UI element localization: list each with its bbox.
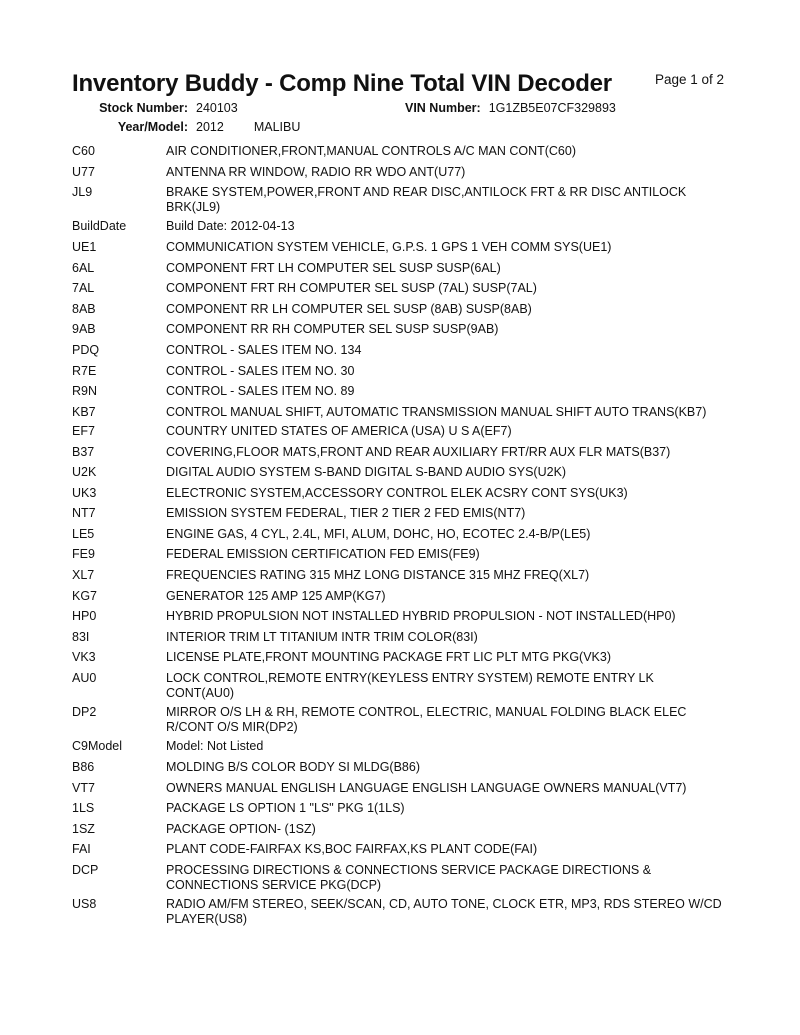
vin-number-value: 1G1ZB5E07CF329893 (488, 101, 616, 115)
option-row (72, 465, 722, 480)
option-code: VK3 (72, 650, 96, 665)
page-title: Inventory Buddy - Comp Nine Total VIN Decoder (72, 70, 612, 97)
option-description: FEDERAL EMISSION CERTIFICATION FED EMIS(FE9) (166, 547, 480, 562)
option-row (72, 219, 722, 234)
option-description: EMISSION SYSTEM FEDERAL, TIER 2 TIER 2 FED EMIS(NT7) (166, 506, 526, 521)
option-description: MIRROR O/S LH & RH, REMOTE CONTROL, ELECTRIC, MANUAL FOLDING BLACK ELEC R/CONT O/S MIR(DP2) (166, 705, 687, 735)
option-description: CONTROL MANUAL SHIFT, AUTOMATIC TRANSMISSION MANUAL SHIFT AUTO TRANS(KB7) (166, 404, 707, 419)
option-code: KB7 (72, 404, 96, 419)
option-row (72, 261, 722, 276)
year-value: 2012 (196, 120, 224, 134)
option-code: PDQ (72, 342, 100, 357)
option-description: COMPONENT FRT LH COMPUTER SEL SUSP SUSP(6AL) (166, 260, 501, 275)
option-row (72, 486, 722, 501)
option-code: FE9 (72, 547, 95, 562)
option-code: AU0 (72, 671, 97, 686)
option-description: COVERING,FLOOR MATS,FRONT AND REAR AUXILIARY FRT/RR AUX FLR MATS(B37) (166, 444, 671, 459)
option-description: BRAKE SYSTEM,POWER,FRONT AND REAR DISC,ANTILOCK FRT & RR DISC ANTILOCK BRK(JL9) (166, 185, 687, 215)
option-row (72, 801, 722, 816)
option-description: INTERIOR TRIM LT TITANIUM INTR TRIM COLOR(83I) (166, 629, 478, 644)
option-code: B86 (72, 760, 95, 774)
option-description: ANTENNA RR WINDOW, RADIO RR WDO ANT(U77) (166, 164, 466, 179)
option-description: PROCESSING DIRECTIONS & CONNECTIONS SERVICE PACKAGE DIRECTIONS & CONNECTIONS SERVICE PKG(DCP) (166, 862, 652, 892)
option-code: R9N (72, 384, 98, 399)
vin-number-label: VIN Number: (405, 101, 481, 115)
option-row (72, 609, 722, 624)
option-description: DIGITAL AUDIO SYSTEM S-BAND DIGITAL S-BAND AUDIO SYS(U2K) (166, 465, 567, 480)
option-row (72, 185, 722, 215)
option-code: 6AL (72, 260, 95, 275)
option-code: 9AB (72, 322, 96, 337)
option-description: RADIO AM/FM STEREO, SEEK/SCAN, CD, AUTO TONE, CLOCK ETR, MP3, RDS STEREO W/CD PLAYER(US8) (166, 897, 722, 927)
option-description: CONTROL - SALES ITEM NO. 134 (166, 342, 362, 357)
option-description: LICENSE PLATE,FRONT MOUNTING PACKAGE FRT LIC PLT MTG PKG(VK3) (166, 650, 611, 665)
option-row (72, 589, 722, 604)
option-row (72, 144, 722, 159)
option-row (72, 281, 722, 296)
option-code: 1LS (72, 801, 95, 816)
year-model-field (96, 120, 300, 134)
option-row (72, 506, 722, 521)
option-row (72, 863, 722, 893)
page-number: Page 1 of 2 (655, 72, 725, 87)
option-description: COMPONENT RR RH COMPUTER SEL SUSP SUSP(9AB) (166, 322, 499, 337)
option-row (72, 760, 722, 775)
option-description: CONTROL - SALES ITEM NO. 30 (166, 363, 355, 378)
option-row (72, 897, 722, 927)
option-row (72, 842, 722, 857)
option-code: FAI (72, 842, 91, 857)
option-code-list (72, 144, 722, 931)
option-code: 83I (72, 629, 90, 644)
option-code: LE5 (72, 526, 95, 541)
option-row (72, 445, 722, 460)
option-code: BuildDate (72, 219, 127, 234)
option-description: PACKAGE OPTION- (1SZ) (166, 821, 316, 836)
option-description: FREQUENCIES RATING 315 MHZ LONG DISTANCE 315 MHZ FREQ(XL7) (166, 568, 590, 583)
option-code: VT7 (72, 780, 95, 795)
option-row (72, 650, 722, 665)
option-description: LOCK CONTROL,REMOTE ENTRY(KEYLESS ENTRY SYSTEM) REMOTE ENTRY LK CONT(AU0) (166, 671, 654, 701)
option-row (72, 527, 722, 542)
option-description: CONTROL - SALES ITEM NO. 89 (166, 384, 355, 399)
option-code: UE1 (72, 239, 97, 254)
option-code: HP0 (72, 609, 97, 624)
stock-number-value: 240103 (196, 101, 238, 115)
option-description: COMMUNICATION SYSTEM VEHICLE, G.P.S. 1 GPS 1 VEH COMM SYS(UE1) (166, 239, 612, 254)
option-code: R7E (72, 363, 97, 378)
option-row (72, 568, 722, 583)
option-description: AIR CONDITIONER,FRONT,MANUAL CONTROLS A/C MAN CONT(C60) (166, 144, 576, 158)
option-row (72, 739, 722, 754)
option-description: ELECTRONIC SYSTEM,ACCESSORY CONTROL ELEK ACSRY CONT SYS(UK3) (166, 485, 628, 500)
option-code: EF7 (72, 423, 95, 438)
option-description: MOLDING B/S COLOR BODY SI MLDG(B86) (166, 760, 420, 774)
option-row (72, 343, 722, 358)
option-row (72, 547, 722, 562)
option-code: DCP (72, 862, 99, 877)
option-code: KG7 (72, 588, 98, 603)
model-value: MALIBU (253, 120, 301, 134)
option-description: HYBRID PROPULSION NOT INSTALLED HYBRID PROPULSION - NOT INSTALLED(HP0) (166, 609, 676, 624)
option-description: COUNTRY UNITED STATES OF AMERICA (USA) U S A(EF7) (166, 423, 512, 438)
option-description: PLANT CODE-FAIRFAX KS,BOC FAIRFAX,KS PLANT CODE(FAI) (166, 842, 538, 857)
option-code: UK3 (72, 485, 97, 500)
option-description: ENGINE GAS, 4 CYL, 2.4L, MFI, ALUM, DOHC, HO, ECOTEC 2.4-B/P(LE5) (166, 526, 591, 541)
option-description: COMPONENT FRT RH COMPUTER SEL SUSP (7AL) SUSP(7AL) (166, 281, 537, 296)
option-row (72, 405, 722, 420)
option-row (72, 240, 722, 255)
option-row (72, 424, 722, 439)
stock-number-field (96, 101, 238, 115)
option-row (72, 165, 722, 180)
option-row (72, 302, 722, 317)
option-description: COMPONENT RR LH COMPUTER SEL SUSP (8AB) SUSP(8AB) (166, 301, 532, 316)
stock-number-label: Stock Number: (99, 101, 188, 115)
option-code: 8AB (72, 301, 96, 316)
option-code: U77 (72, 164, 95, 179)
option-code: 1SZ (72, 821, 95, 836)
option-row (72, 671, 722, 701)
option-code: B37 (72, 444, 95, 459)
option-code: C60 (72, 144, 95, 158)
option-code: JL9 (72, 185, 93, 200)
option-description: PACKAGE LS OPTION 1 "LS" PKG 1(1LS) (166, 801, 405, 816)
option-description: Build Date: 2012-04-13 (166, 219, 295, 234)
option-code: DP2 (72, 705, 97, 720)
option-description: OWNERS MANUAL ENGLISH LANGUAGE ENGLISH LANGUAGE OWNERS MANUAL(VT7) (166, 780, 687, 795)
option-description: Model: Not Listed (166, 739, 264, 754)
option-row (72, 364, 722, 379)
option-row (72, 630, 722, 645)
option-code: U2K (72, 465, 97, 480)
option-row (72, 384, 722, 399)
option-row (72, 781, 722, 796)
vin-number-field (405, 101, 616, 115)
option-code: NT7 (72, 506, 96, 521)
option-code: US8 (72, 897, 97, 912)
option-code: C9Model (72, 739, 123, 754)
option-description: GENERATOR 125 AMP 125 AMP(KG7) (166, 588, 386, 603)
option-code: 7AL (72, 281, 95, 296)
option-row (72, 322, 722, 337)
option-row (72, 705, 722, 735)
option-row (72, 822, 722, 837)
option-code: XL7 (72, 568, 95, 583)
year-model-label: Year/Model: (117, 120, 188, 134)
